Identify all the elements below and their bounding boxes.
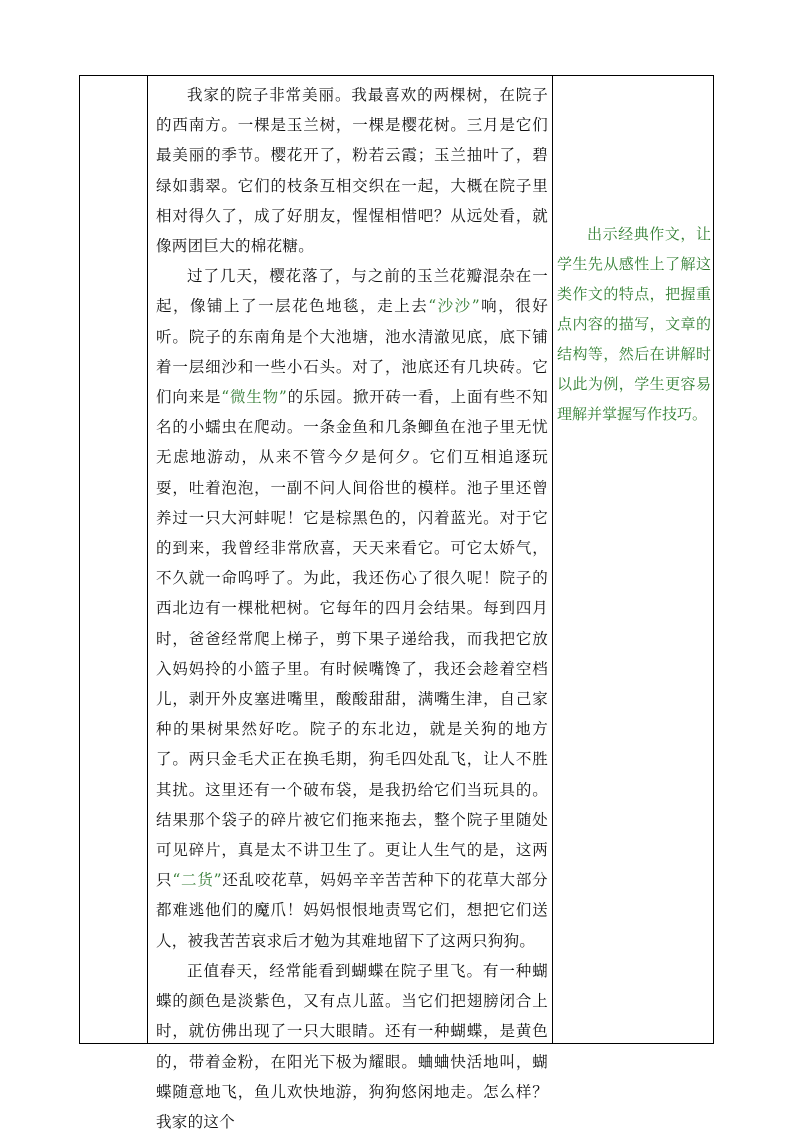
quoted-word: “微生物” [221, 388, 288, 407]
lesson-table [79, 75, 714, 1131]
quoted-word: “二货” [172, 871, 222, 890]
teaching-note-column [553, 76, 713, 1043]
quoted-word: “沙沙” [428, 297, 480, 316]
essay-paragraph-3: 正值春天，经常能看到蝴蝶在院子里飞。有一种蝴蝶的颜色是淡紫色，又有点儿蓝。当它们把翅膀闭合上时，就仿佛出现了一只大眼睛。还有一种蝴蝶，是黄色的，带着金粉，在阳光下极为耀眼。蛐蛐快活地叫，蝴蝶随意地飞，鱼儿欢快地游，狗狗悠闲地走。怎么样？我家的这个 [156, 961, 548, 1131]
essay-text: 过了几天，樱花落了，与之前的玉兰花瓣混杂在一起，像铺上了一层花色地毯，走上去 [156, 267, 548, 316]
essay-column [148, 76, 553, 1131]
essay-text: 还乱咬花草，妈妈辛辛苦苦种下的花草大部分都难逃他们的魔爪！妈妈恨恨地责骂它们，想把它们送人，被我苦苦哀求后才勉为其难地留下了这两只狗狗。 [156, 871, 548, 950]
teaching-note: 出示经典作文，让学生先从感性上了解这类作文的特点，把握重点内容的描写，文章的结构等，然后在讲解时以此为例，学生更容易理解并掌握写作技巧。 [557, 225, 711, 423]
essay-paragraph-1: 我家的院子非常美丽。我最喜欢的两棵树，在院子的西南方。一棵是玉兰树，一棵是樱花树。三月是它们最美丽的季节。樱花开了，粉若云霞；玉兰抽叶了，碧绿如翡翠。它们的枝条互相交织在一起，大概在院子里相对得久了，成了好朋友，惺惺相惜吧？从远处看，就像两团巨大的棉花糖。 [156, 86, 548, 256]
essay-text: 的乐园。掀开砖一看，上面有些不知名的小蠕虫在爬动。一条金鱼和几条鲫鱼在池子里无忧无虑地游动，从来不管今夕是何夕。它们互相追逐玩耍，吐着泡泡，一副不问人间俗世的模样。池子里还曾养过一只大河蚌呢！它是棕黑色的，闪着蓝光。对于它的到来，我曾经非常欣喜，天天来看它。可它太娇气，不久就一命呜呼了。为此，我还伤心了很久呢！院子的西北边有一棵枇杷树。它每年的四月会结果。每到四月时，爸爸经常爬上梯子，剪下果子递给我，而我把它放入妈妈拎的小篮子里。有时候嘴馋了，我还会趁着空档儿，剥开外皮塞进嘴里，酸酸甜甜，满嘴生津，自己家种的果树果然好吃。院子的东北边，就是关狗的地方了。两只金毛犬正在换毛期，狗毛四处乱飞，让人不胜其扰。这里还有一个破布袋，是我扔给它们当玩具的。结果那个袋子的碎片被它们拖来拖去，整个院子里随处可见碎片，真是太不讲卫生了。更让人生气的是，这两只 [156, 388, 548, 890]
essay-paragraph-2 [156, 261, 548, 956]
left-empty-column [80, 76, 148, 1043]
essay-text: 响，很好听。院子的东南角是个大池塘，池水清澈见底，底下铺着一层细沙和一些小石头。对了，池底还有几块砖。它们向来是 [156, 297, 548, 407]
